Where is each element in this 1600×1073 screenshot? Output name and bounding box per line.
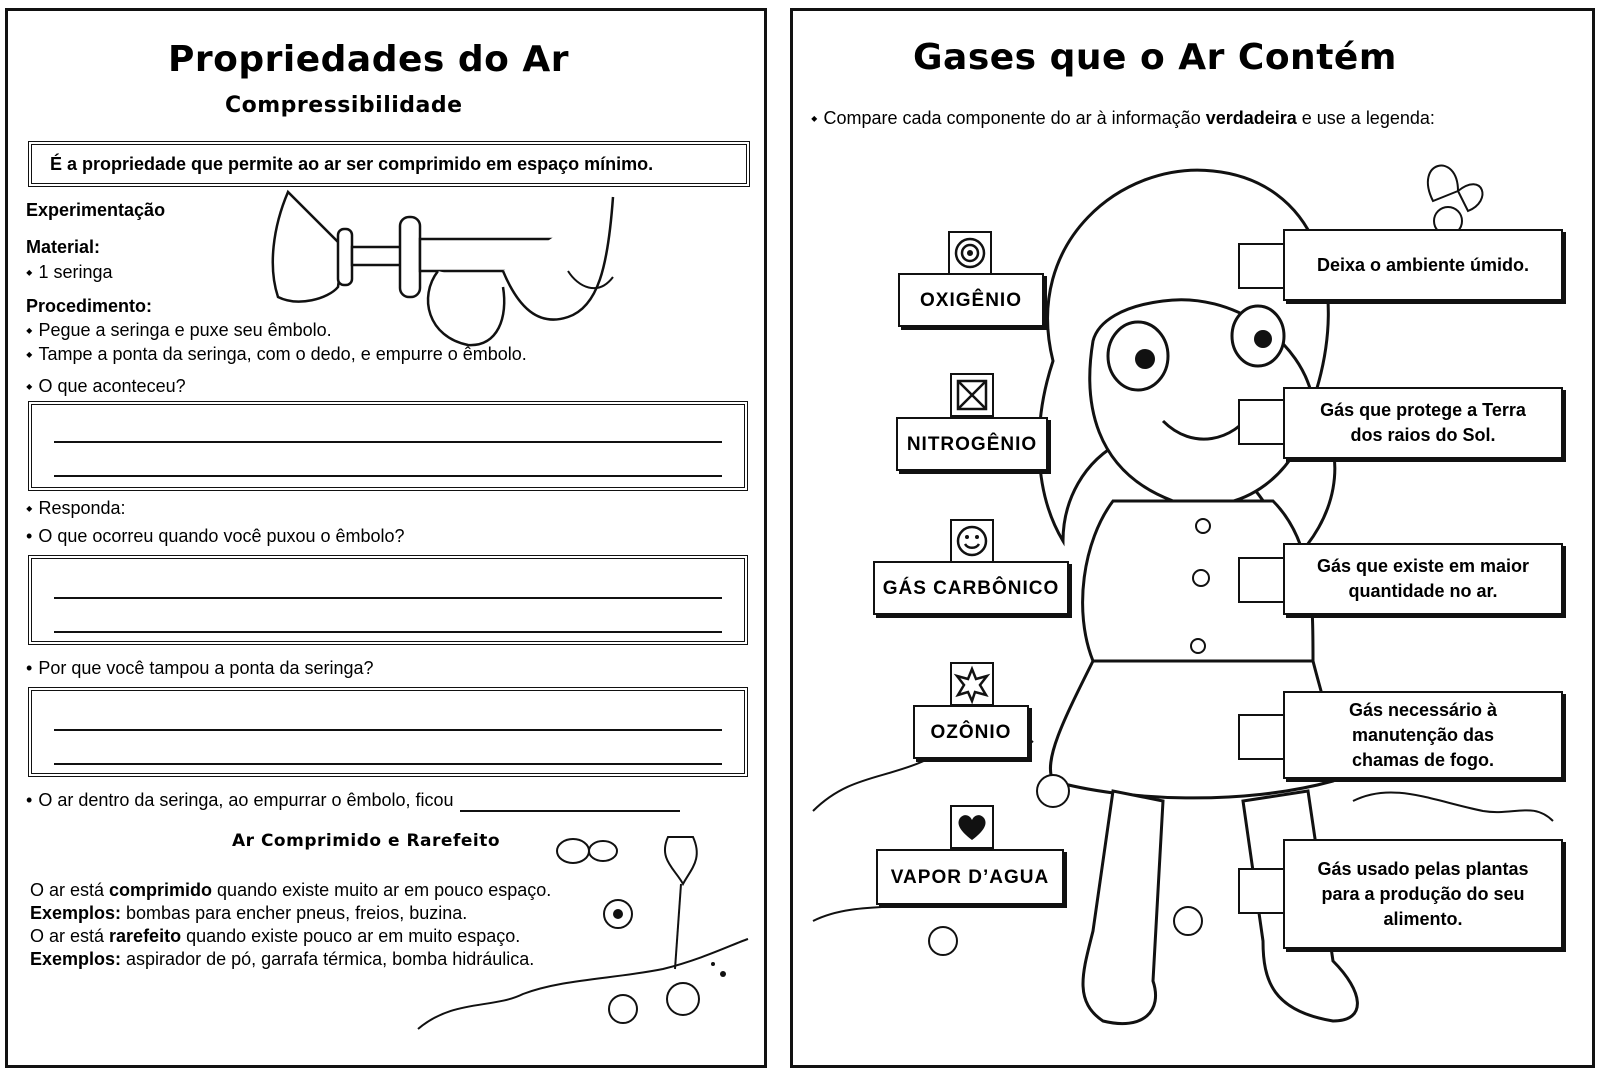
material-heading: Material: <box>26 237 101 257</box>
definition-box: É a propriedade que permite ao ar ser comprimido em espaço mínimo. <box>28 141 750 187</box>
page-title: Gases que o Ar Contém <box>913 37 1397 78</box>
target-symbol-icon <box>948 231 992 275</box>
gas-label-gas-carbonico: GÁS CARBÔNICO <box>873 561 1069 615</box>
smiley-symbol-icon <box>950 519 994 563</box>
examples-comprimido: Exemplos: bombas para encher pneus, freios, buzina. <box>30 903 468 923</box>
question-ficou: • O ar dentro da seringa, ao empurrar o êmbolo, ficou <box>26 789 680 812</box>
gas-label-oxigenio: OXIGÊNIO <box>898 273 1044 327</box>
dot-bullet-icon: • <box>26 526 33 546</box>
procedimento-item: ⬩ Pegue a seringa e puxe seu êmbolo. <box>26 320 332 340</box>
instruction: ⬩ Compare cada componente do ar à informação verdadeira e use a legenda: <box>811 108 1435 128</box>
answer-blank-5[interactable] <box>1238 868 1286 914</box>
answer-blank-3[interactable] <box>1238 557 1286 603</box>
experimentacao-heading: Experimentação <box>26 200 166 220</box>
question-tampou: • Por que você tampou a ponta da seringa? <box>26 658 374 678</box>
answer-box-puxou[interactable] <box>28 555 748 645</box>
info-box-4: Gás necessário à manutenção das chamas de fogo. <box>1283 691 1563 779</box>
gas-label-vapor-dagua: VAPOR D’AGUA <box>876 849 1064 905</box>
crossed-box-symbol-icon <box>950 373 994 417</box>
answer-line[interactable] <box>54 475 722 477</box>
fill-in-line[interactable] <box>460 810 680 812</box>
heart-symbol-icon <box>950 805 994 849</box>
answer-blank-2[interactable] <box>1238 399 1286 445</box>
answer-line[interactable] <box>54 763 722 765</box>
right-worksheet <box>790 8 1595 1068</box>
answer-box-aconteceu[interactable] <box>28 401 748 491</box>
page-title: Propriedades do Ar <box>168 39 570 80</box>
diamond-bullet-icon: ⬩ <box>26 344 33 364</box>
procedimento-heading: Procedimento: <box>26 296 153 316</box>
paragraph-rarefeito: O ar está rarefeito quando existe pouco ar em muito espaço. <box>30 926 521 946</box>
section-title: Ar Comprimido e Rarefeito <box>232 831 500 851</box>
diamond-bullet-icon: ⬩ <box>26 320 33 340</box>
star-symbol-icon <box>950 662 994 706</box>
question-aconteceu: ⬩ O que aconteceu? <box>26 376 186 396</box>
answer-line[interactable] <box>54 631 722 633</box>
answer-blank-4[interactable] <box>1238 714 1286 760</box>
gas-label-ozonio: OZÔNIO <box>913 705 1029 759</box>
question-puxou: • O que ocorreu quando você puxou o êmbolo? <box>26 526 405 546</box>
answer-box-tampou[interactable] <box>28 687 748 777</box>
examples-rarefeito: Exemplos: aspirador de pó, garrafa térmica, bomba hidráulica. <box>30 949 535 969</box>
info-box-3: Gás que existe em maior quantidade no ar. <box>1283 543 1563 615</box>
left-worksheet <box>5 8 767 1068</box>
answer-line[interactable] <box>54 441 722 443</box>
answer-line[interactable] <box>54 597 722 599</box>
info-box-1: Deixa o ambiente úmido. <box>1283 229 1563 301</box>
material-item: ⬩ 1 seringa <box>26 262 113 282</box>
paragraph-comprimido: O ar está comprimido quando existe muito ar em pouco espaço. <box>30 880 552 900</box>
diamond-bullet-icon: ⬩ <box>26 376 33 396</box>
dot-bullet-icon: • <box>26 790 33 810</box>
answer-line[interactable] <box>54 729 722 731</box>
diamond-bullet-icon: ⬩ <box>26 262 33 282</box>
responda-heading: ⬩ Responda: <box>26 498 126 518</box>
info-box-2: Gás que protege a Terra dos raios do Sol. <box>1283 387 1563 459</box>
page-subtitle: Compressibilidade <box>225 93 463 118</box>
diamond-bullet-icon: ⬩ <box>26 498 33 518</box>
answer-blank-1[interactable] <box>1238 243 1286 289</box>
dot-bullet-icon: • <box>26 658 33 678</box>
procedimento-item: ⬩ Tampe a ponta da seringa, com o dedo, e empurre o êmbolo. <box>26 344 527 364</box>
gas-label-nitrogenio: NITROGÊNIO <box>896 417 1048 471</box>
info-box-5: Gás usado pelas plantas para a produção do seu alimento. <box>1283 839 1563 949</box>
diamond-bullet-icon: ⬩ <box>811 108 818 128</box>
